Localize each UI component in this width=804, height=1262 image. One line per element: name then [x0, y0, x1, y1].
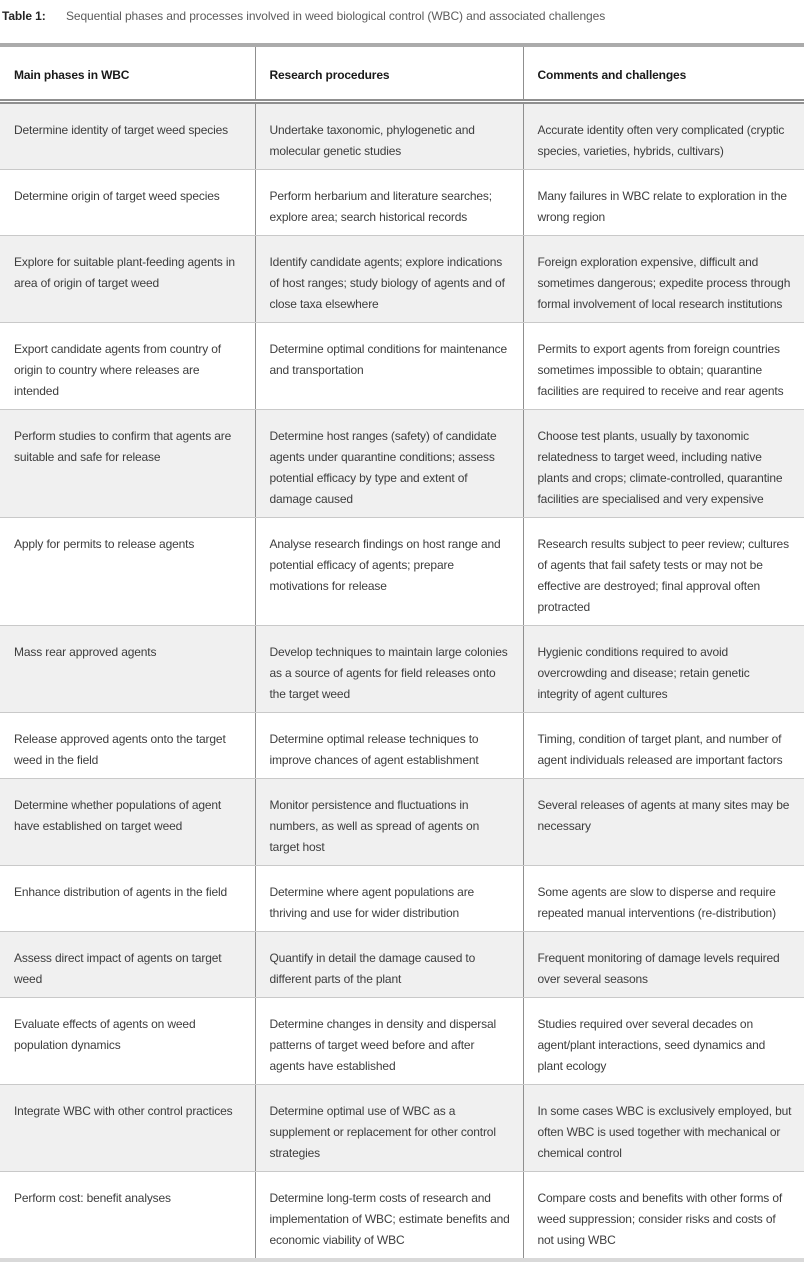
cell-phase: Evaluate effects of agents on weed population dynamics — [0, 998, 255, 1085]
cell-phase: Determine origin of target weed species — [0, 170, 255, 236]
table-row — [0, 323, 804, 410]
column-header-research-procedures: Research procedures — [255, 45, 523, 102]
header-row — [0, 45, 804, 102]
cell-procedure: Determine host ranges (safety) of candidate agents under quarantine conditions; assess potential efficacy by type and extent of damage caused — [255, 410, 523, 518]
cell-comments: Timing, condition of target plant, and number of agent individuals released are important factors — [523, 713, 804, 779]
column-header-main-phases: Main phases in WBC — [0, 45, 255, 102]
cell-phase: Determine identity of target weed species — [0, 102, 255, 170]
table-row — [0, 1172, 804, 1261]
cell-phase: Mass rear approved agents — [0, 626, 255, 713]
cell-procedure: Monitor persistence and fluctuations in numbers, as well as spread of agents on target host — [255, 779, 523, 866]
cell-phase: Perform studies to confirm that agents are suitable and safe for release — [0, 410, 255, 518]
table-row — [0, 626, 804, 713]
cell-comments: In some cases WBC is exclusively employed, but often WBC is used together with mechanical or chemical control — [523, 1085, 804, 1172]
table-row — [0, 518, 804, 626]
cell-phase: Enhance distribution of agents in the field — [0, 866, 255, 932]
cell-phase: Perform cost: benefit analyses — [0, 1172, 255, 1261]
table-row — [0, 998, 804, 1085]
cell-phase: Determine whether populations of agent have established on target weed — [0, 779, 255, 866]
cell-procedure: Quantify in detail the damage caused to different parts of the plant — [255, 932, 523, 998]
cell-comments: Accurate identity often very complicated (cryptic species, varieties, hybrids, cultivars) — [523, 102, 804, 170]
cell-phase: Apply for permits to release agents — [0, 518, 255, 626]
cell-comments: Several releases of agents at many sites may be necessary — [523, 779, 804, 866]
cell-comments: Compare costs and benefits with other forms of weed suppression; consider risks and costs of not using WBC — [523, 1172, 804, 1261]
cell-phase: Assess direct impact of agents on target weed — [0, 932, 255, 998]
cell-comments: Some agents are slow to disperse and require repeated manual interventions (re-distribution) — [523, 866, 804, 932]
cell-comments: Research results subject to peer review; cultures of agents that fail safety tests or may not be effective are destroyed; final approval often protracted — [523, 518, 804, 626]
cell-procedure: Perform herbarium and literature searches; explore area; search historical records — [255, 170, 523, 236]
table-row — [0, 866, 804, 932]
cell-procedure: Determine optimal release techniques to improve chances of agent establishment — [255, 713, 523, 779]
cell-procedure: Determine long-term costs of research and implementation of WBC; estimate benefits and economic viability of WBC — [255, 1172, 523, 1261]
cell-procedure: Determine changes in density and dispersal patterns of target weed before and after agents have established — [255, 998, 523, 1085]
cell-comments: Choose test plants, usually by taxonomic relatedness to target weed, including native plants and crops; climate-controlled, quarantine facilities are specialised and very expensive — [523, 410, 804, 518]
wbc-table — [0, 43, 804, 1262]
cell-procedure: Analyse research findings on host range and potential efficacy of agents; prepare motivations for release — [255, 518, 523, 626]
table-row — [0, 236, 804, 323]
table-row — [0, 713, 804, 779]
cell-comments: Studies required over several decades on agent/plant interactions, seed dynamics and plant ecology — [523, 998, 804, 1085]
cell-procedure: Develop techniques to maintain large colonies as a source of agents for field releases onto the target weed — [255, 626, 523, 713]
table-caption-text: Sequential phases and processes involved in weed biological control (WBC) and associated challenges — [66, 9, 606, 23]
cell-comments: Foreign exploration expensive, difficult and sometimes dangerous; expedite process through formal involvement of local research institutions — [523, 236, 804, 323]
cell-procedure: Determine optimal use of WBC as a supplement or replacement for other control strategies — [255, 1085, 523, 1172]
table-row — [0, 779, 804, 866]
cell-procedure: Undertake taxonomic, phylogenetic and molecular genetic studies — [255, 102, 523, 170]
cell-comments: Hygienic conditions required to avoid overcrowding and disease; retain genetic integrity of agent cultures — [523, 626, 804, 713]
table-row — [0, 170, 804, 236]
cell-procedure: Determine where agent populations are thriving and use for wider distribution — [255, 866, 523, 932]
table-row — [0, 1085, 804, 1172]
table-row — [0, 410, 804, 518]
cell-comments: Many failures in WBC relate to exploration in the wrong region — [523, 170, 804, 236]
table-body — [0, 102, 804, 1261]
cell-phase: Release approved agents onto the target weed in the field — [0, 713, 255, 779]
column-header-comments-challenges: Comments and challenges — [523, 45, 804, 102]
cell-phase: Integrate WBC with other control practices — [0, 1085, 255, 1172]
cell-procedure: Identify candidate agents; explore indications of host ranges; study biology of agents and of close taxa elsewhere — [255, 236, 523, 323]
table-header — [0, 45, 804, 102]
cell-phase: Export candidate agents from country of origin to country where releases are intended — [0, 323, 255, 410]
cell-procedure: Determine optimal conditions for maintenance and transportation — [255, 323, 523, 410]
table-caption — [0, 0, 804, 24]
table-row — [0, 102, 804, 170]
table-row — [0, 932, 804, 998]
table-caption-label: Table 1: — [2, 9, 46, 23]
cell-comments: Permits to export agents from foreign countries sometimes impossible to obtain; quarantine facilities are required to receive and rear agents — [523, 323, 804, 410]
cell-comments: Frequent monitoring of damage levels required over several seasons — [523, 932, 804, 998]
cell-phase: Explore for suitable plant-feeding agents in area of origin of target weed — [0, 236, 255, 323]
